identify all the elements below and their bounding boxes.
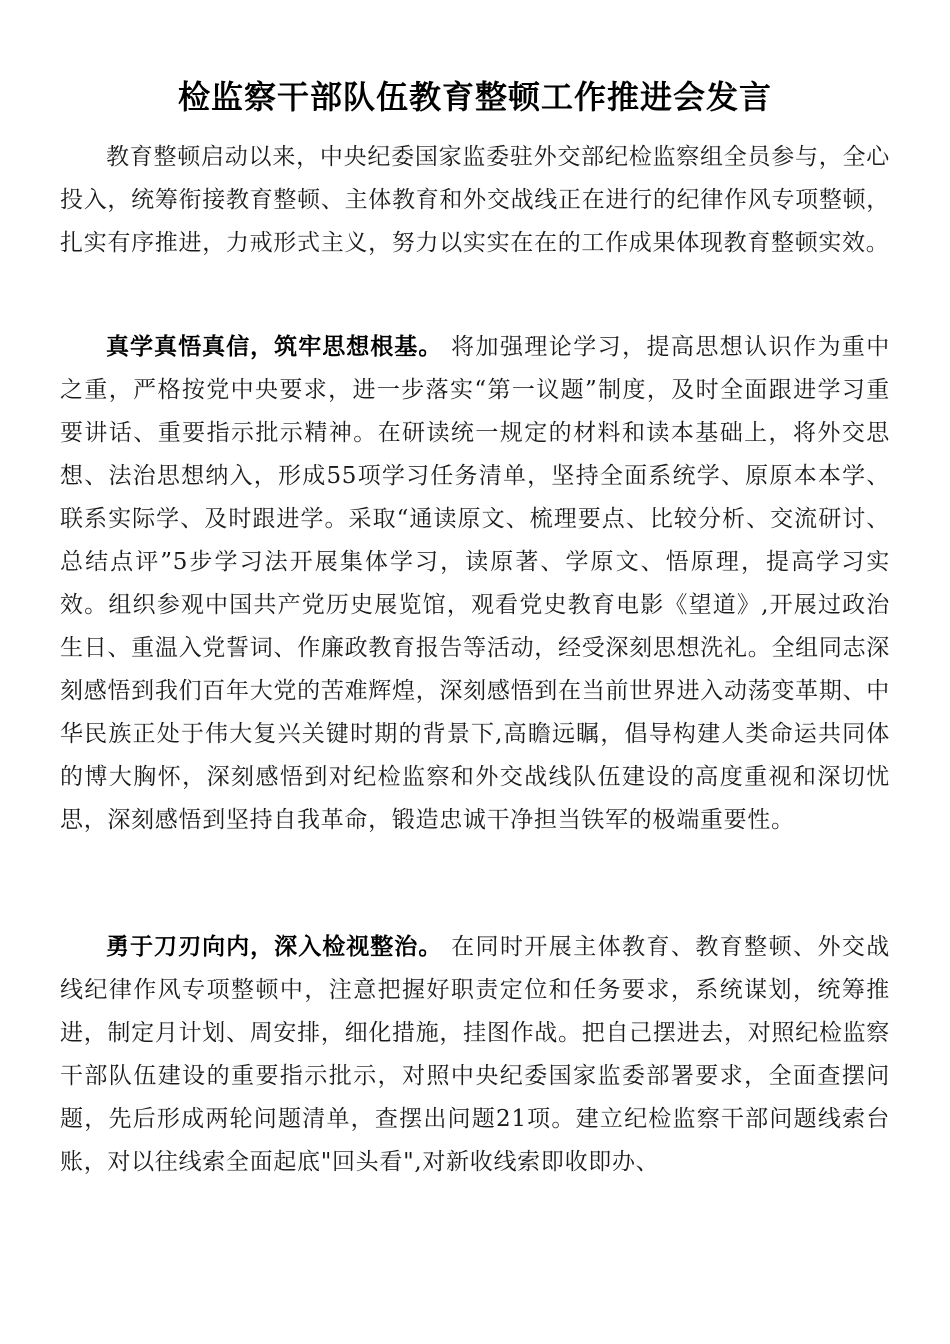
paragraph-study (60, 326, 890, 842)
paragraph-intro (60, 136, 890, 265)
paragraph-body: 在同时开展主体教育、教育整顿、外交战线纪律作风专项整顿中，注意把握好职责定位和任务要求，系统谋划，统筹推进，制定月计划、周安排，细化措施，挂图作战。把自己摆进去，对照纪检监察干部队伍建设的重要指示批示，对照中央纪委国家监委部署要求，全面查摆问题，先后形成两轮问题清单，查摆出问题21项。建立纪检监察干部问题线索台账，对以往线索全面起底"回头看",对新收线索即收即办、 (60, 934, 891, 1175)
paragraph-body: 教育整顿启动以来，中央纪委国家监委驻外交部纪检监察组全员参与，全心投入，统筹衔接教育整顿、主体教育和外交战线正在进行的纪律作风专项整顿，扎实有序推进，力戒形式主义，努力以实实在在的工作成果体现教育整顿实效。 (60, 144, 890, 256)
paragraph-heading: 真学真悟真信，筑牢思想根基。 (106, 334, 443, 360)
paragraph-body: 将加强理论学习，提高思想认识作为重中之重，严格按党中央要求，进一步落实“第一议题”制度，及时全面跟进学习重要讲话、重要指示批示精神。在研读统一规定的材料和读本基础上，将外交思想、法治思想纳入，形成55项学习任务清单，坚持全面系统学、原原本本学、联系实际学、及时跟进学。采取“通读原文、梳理要点、比较分析、交流研讨、总结点评”5步学习法开展集体学习，读原著、学原文、悟原理，提高学习实效。组织参观中国共产党历史展览馆，观看党史教育电影《望道》,开展过政治生日、重温入党誓词、作廉政教育报告等活动，经受深刻思想洗礼。全组同志深刻感悟到我们百年大党的苦难辉煌，深刻感悟到在当前世界进入动荡变革期、中华民族正处于伟大复兴关键时期的背景下,高瞻远瞩，倡导构建人类命运共同体的博大胸怀，深刻感悟到对纪检监察和外交战线队伍建设的高度重视和深切忧思，深刻感悟到坚持自我革命，锻造忠诚干净担当铁军的极端重要性。 (60, 334, 891, 833)
paragraph-rectification (60, 926, 890, 1184)
document-title: 检监察干部队伍教育整顿工作推进会发言 (177, 78, 772, 116)
paragraph-heading: 勇于刀刃向内，深入检视整治。 (106, 934, 443, 960)
